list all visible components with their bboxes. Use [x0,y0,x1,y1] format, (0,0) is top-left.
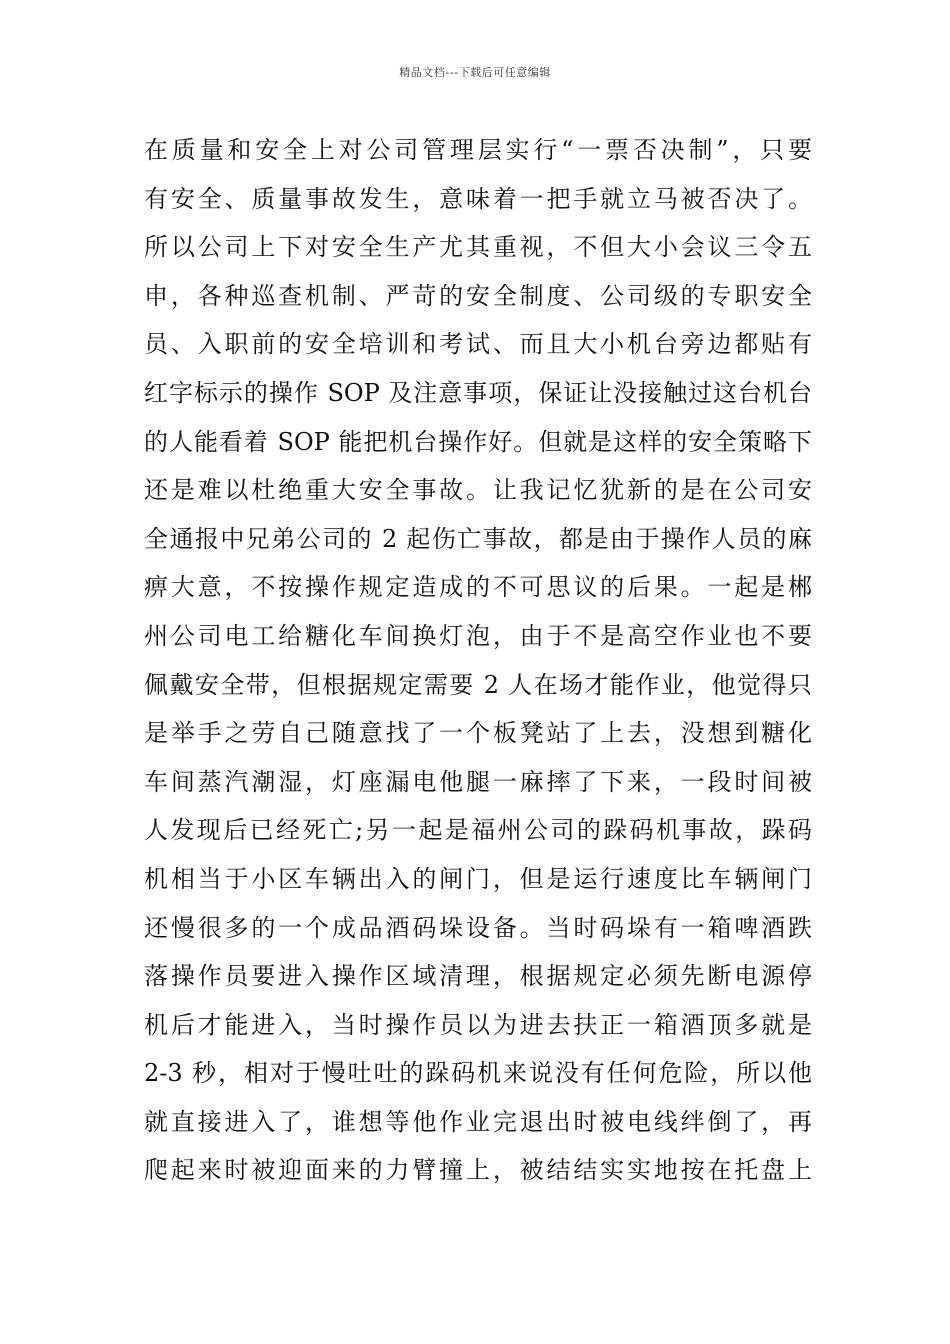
text-line: 痹大意，不按操作规定造成的不可思议的后果。一起是郴 [144,573,812,602]
text-line: 在质量和安全上对公司管理层实行“一票否决制”，只要 [144,136,812,164]
text-line: 爬起来时被迎面来的力臂撞上，被结结实实地按在托盘上 [144,1156,812,1185]
text-line: 红字标示的操作 SOP 及注意事项，保证让没接触过这台机台 [144,378,812,407]
text-line: 2-3 秒，相对于慢吐吐的跺码机来说没有任何危险，所以他 [144,1059,812,1088]
text-line: 全通报中兄弟公司的 2 起伤亡事故，都是由于操作人员的麻 [144,524,812,553]
text-line: 落操作员要进入操作区域清理，根据规定必须先断电源停 [144,962,812,991]
text-line: 是举手之劳自己随意找了一个板凳站了上去，没想到糖化 [144,719,812,748]
text-line: 员、入职前的安全培训和考试、而且大小机台旁边都贴有 [144,330,812,359]
document-body [144,126,812,1195]
text-line: 的人能看着 SOP 能把机台操作好。但就是这样的安全策略下 [144,427,812,456]
text-line: 还慢很多的一个成品酒码垛设备。当时码垛有一箱啤酒跌 [144,913,812,942]
text-line: 人发现后已经死亡;另一起是福州公司的跺码机事故，跺码 [144,816,812,845]
text-line: 所以公司上下对安全生产尤其重视，不但大小会议三令五 [144,233,812,262]
text-line: 就直接进入了，谁想等他作业完退出时被电线绊倒了，再 [144,1107,812,1136]
text-line: 有安全、质量事故发生，意味着一把手就立马被否决了。 [144,184,812,213]
text-line: 佩戴安全带，但根据规定需要 2 人在场才能作业，他觉得只 [144,670,812,699]
text-line: 机相当于小区车辆出入的闸门，但是运行速度比车辆闸门 [144,864,812,893]
text-line: 州公司电工给糖化车间换灯泡，由于不是高空作业也不要 [144,621,812,650]
text-line: 申，各种巡查机制、严苛的安全制度、公司级的专职安全 [144,281,812,310]
text-line: 机后才能进入，当时操作员以为进去扶正一箱酒顶多就是 [144,1010,812,1039]
text-line: 还是难以杜绝重大安全事故。让我记忆犹新的是在公司安 [144,476,812,505]
page-header: 精品文档---下载后可任意编辑 [399,66,551,79]
text-line: 车间蒸汽潮湿，灯座漏电他腿一麻摔了下来，一段时间被 [144,767,812,796]
